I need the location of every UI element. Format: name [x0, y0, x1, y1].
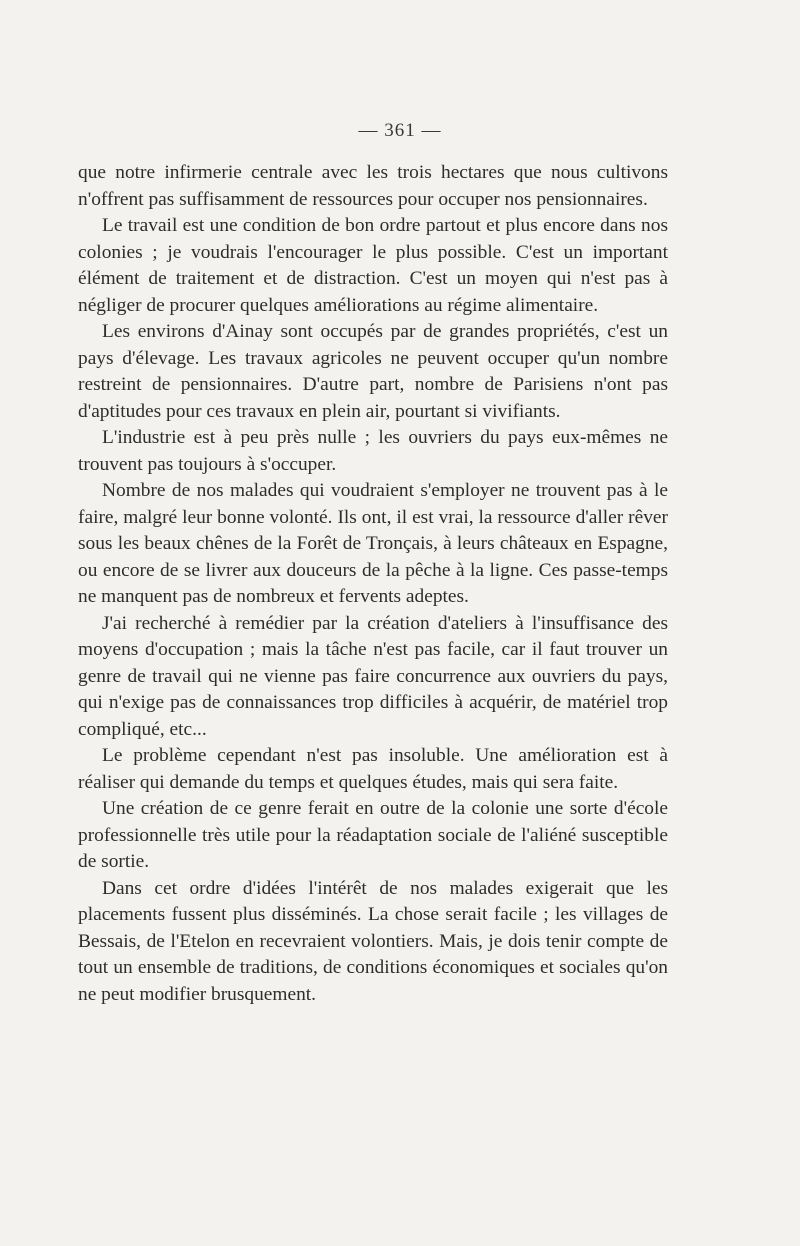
body-text — [78, 160, 668, 1008]
paragraph-6: J'ai recherché à remédier par la création d'ateliers à l'insuffisance des moyens d'occupation ; mais la tâche n'est pas facile, car il faut trouver un genre de travail qui ne vienne pas faire concurrence aux ouvriers du pays, qui n'exige pas de connaissances trop difficiles à acquérir, de matériel trop compliqué, etc... — [78, 612, 668, 740]
paragraph-1: que notre infirmerie centrale avec les trois hectares que nous cultivons n'offrent pas suffisamment de ressources pour occuper nos pensionnaires. — [78, 162, 668, 210]
paragraph-9: Dans cet ordre d'idées l'intérêt de nos malades exigerait que les placements fussent plus disséminés. La chose serait facile ; les villages de Bessais, de l'Etelon en recevraient volontiers. Mais, je dois tenir compte de tout un ensemble de traditions, de conditions économiques et sociales qu'on ne peut modifier brusquement. — [78, 877, 668, 1005]
paragraph-2: Le travail est une condition de bon ordre partout et plus encore dans nos colonies ; je voudrais l'encourager le plus possible. C'est un important élément de traitement et de distraction. C'est un moyen qui n'est pas à négliger de procurer quelques améliorations au régime alimentaire. — [78, 215, 668, 316]
paragraph-8: Une création de ce genre ferait en outre de la colonie une sorte d'école professionnelle très utile pour la réadaptation sociale de l'aliéné susceptible de sortie. — [78, 798, 668, 872]
paragraph-4: L'industrie est à peu près nulle ; les ouvriers du pays eux-mêmes ne trouvent pas toujours à s'occuper. — [78, 427, 668, 475]
paragraph-7: Le problème cependant n'est pas insoluble. Une amélioration est à réaliser qui demande du temps et quelques études, mais qui sera faite. — [78, 745, 668, 793]
paragraph-5: Nombre de nos malades qui voudraient s'employer ne trouvent pas à le faire, malgré leur bonne volonté. Ils ont, il est vrai, la ressource d'aller rêver sous les beaux chênes de la Forêt de Tronçais, à leurs châteaux en Espagne, ou encore de se livrer aux douceurs de la pêche à la ligne. Ces passe-temps ne manquent pas de nombreux et fervents adeptes. — [78, 480, 668, 607]
paragraph-3: Les environs d'Ainay sont occupés par de grandes propriétés, c'est un pays d'élevage. Les travaux agricoles ne peuvent occuper qu'un nombre restreint de pensionnaires. D'autre part, nombre de Parisiens n'ont pas d'aptitudes pour ces travaux en plein air, pourtant si vivifiants. — [78, 321, 668, 422]
page-number: — 361 — — [358, 120, 442, 141]
